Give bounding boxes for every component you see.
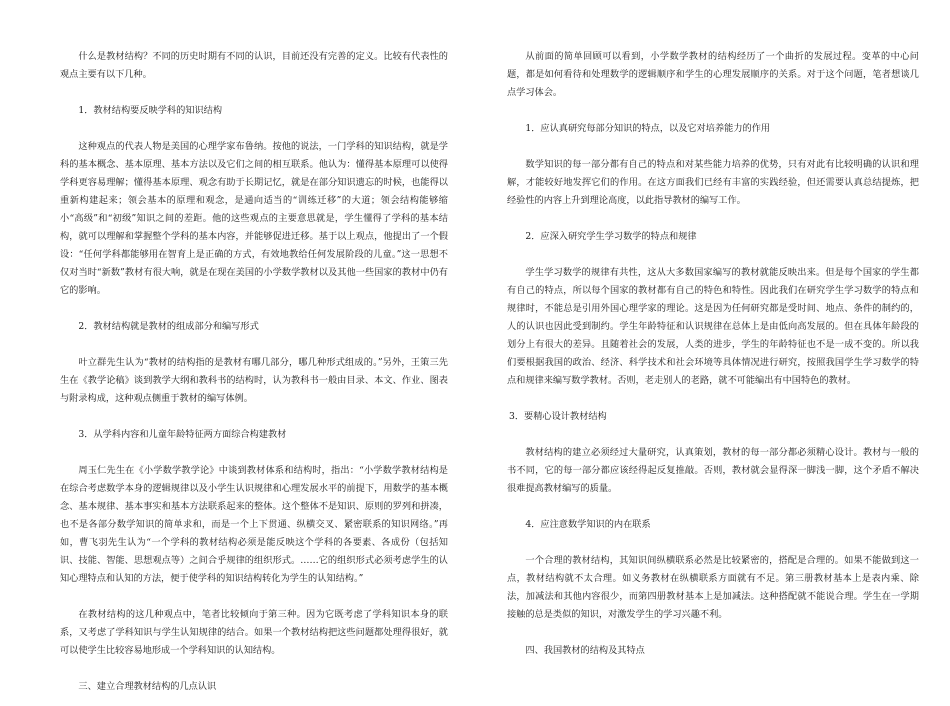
section-heading: 2．教材结构就是教材的组成部分和编写形式	[78, 321, 259, 332]
paragraph: 数学知识的每一部分都有自己的特点和对某些能力培养的优势，只有对此有比较明确的认识和理解，才能较好地发挥它们的作用。在这方面我们已经有丰富的实践经验，但还需要认真总结提炼，把经验性的内容上升到理论高度，以此指导教材的编写工作。	[507, 159, 919, 206]
section-heading: 4．应注意数学知识的内在联系	[525, 519, 651, 530]
paragraph: 学生学习数学的规律有共性，这从大多数国家编写的教材就能反映出来。但是每个国家的学生都有自己的特点，所以每个国家的教材都有自己的特色和特性。因此我们在研究学生学习数学的特点和规律时，不能总是引用外国心理学家的理论。这是因为任何研究都是受时间、地点、条件的制约的，人的认识也因此受到制约。学生年龄特征和认识规律在总体上是由低向高发展的。但在具体年龄段的划分上有很大的差异。且随着社会的发展，人类的进步，学生的年龄特征也不是一成不变的。所以我们要根据我国的政治、经济、科学技术和社会环境等具体情况进行研究，按照我国学生学习数学的特点和规律来编写数学教材。否则，老走别人的老路，就不可能编出有中国特色的教材。	[507, 267, 919, 386]
left-column	[60, 48, 448, 696]
section-heading: 3．要精心设计教材结构	[509, 411, 607, 422]
section-heading: 3．从学科内容和儿童年龄特征两方面综合构建教材	[78, 429, 287, 440]
paragraph: 叶立群先生认为“教材的结构指的是教材有哪几部分，哪几种形式组成的。”另外，王策三先生在《教学论稿》谈到教学大纲和教科书的结构时，认为教科书一般由目录、本文、作业、图表与附录构成，这种观点侧重于教材的编写体例。	[60, 357, 448, 404]
paragraph: 从前面的简单回顾可以看到，小学数学教材的结构经历了一个曲折的发展过程。变革的中心问题，都是如何看待和处理数学的逻辑顺序和学生的心理发展顺序的关系。对于这个问题，笔者想谈几点学习体会。	[507, 51, 919, 98]
chapter-heading: 四、我国教材的结构及其特点	[525, 645, 645, 656]
paragraph: 这种观点的代表人物是美国的心理学家布鲁纳。按他的说法，一门学科的知识结构，就是学科的基本概念、基本原理、基本方法以及它们之间的相互联系。他认为：懂得基本原理可以使得学科更容易理解；懂得基本原理、观念有助于长期记忆，就是在部分知识遗忘的时候，也能得以重新构建起来；领会基本的原理和观念，是通向适当的“训练迁移”的大道；领会结构能够缩小“高级”和“初级”知识之间的差距。他的这些观点的主要意思就是，学生懂得了学科的基本结构，就可以理解和掌握整个学科的基本内容，并能够促进迁移。基于以上观点，他提出了一个假设：“任何学科都能够用在智育上是正确的方式，有效地教给任何发展阶段的儿童。”这一思想不仅对当时“新数”教材有很大响，就是在现在美国的小学数学教材以及其他一些国家的教材中仍有它的影响。	[60, 141, 448, 296]
section-heading: 1．教材结构要反映学科的知识结构	[78, 105, 223, 116]
paragraph: 一个合理的教材结构，其知识间纵横联系必然是比较紧密的，搭配是合理的。如果不能做到这一点，教材结构就不太合理。如义务教材在纵横联系方面就有不足。第三册教材基本上是表内乘、除法，加减法和其他内容很少，而第四册教材基本上是加减法。这种搭配就不能说合理。学生在一学期接触的总是类似的知识，对激发学生的学习兴趣不利。	[507, 555, 919, 620]
paragraph: 在教材结构的这几种观点中，笔者比较倾向于第三种。因为它既考虑了学科知识本身的联系，又考虑了学科知识与学生认知规律的结合。如果一个教材结构把这些问题都处理得很好，就可以使学生比较容易地形成一个学科知识的认知结构。	[60, 609, 448, 656]
paragraph: 教材结构的建立必须经过大量研究，认真策划，教材的每一部分都必须精心设计。教材与一般的书不同，它的每一部分都应该经得起反复推敲。否则，教材就会显得深一脚浅一脚，这个矛盾不解决很难提高教材编写的质量。	[507, 447, 919, 494]
section-heading: 2．应深入研究学生学习数学的特点和规律	[525, 231, 697, 242]
chapter-heading: 三、建立合理教材结构的几点认识	[78, 681, 217, 692]
paragraph: 什么是教材结构？不同的历史时期有不同的认识，目前还没有完善的定义。比较有代表性的观点主要有以下几种。	[60, 51, 448, 80]
right-column	[507, 48, 919, 660]
section-heading: 1．应认真研究每部分知识的特点，以及它对培养能力的作用	[525, 123, 771, 134]
paragraph: 周玉仁先生在《小学数学教学论》中谈到教材体系和结构时，指出：“小学数学教材结构是在综合考虑数学本身的逻辑规律以及小学生认识规律和心理发展水平的前提下，用数学的基本概念、基本规律、基本事实和基本方法联系起来的整体。这个整体不是知识、原则的罗列和拼凑，也不是各部分数学知识的简单求和，而是一个上下贯通、纵横交叉、紧密联系的知识网络。”再如，曹飞羽先生认为“一个学科的教材结构必须是能反映这个学科的各要素、各成份（包括知识、技能、智能、思想观点等）之间合乎规律的组织形式。……它的组织形式必须考虑学生的认知心理特点和认知的方法，便于使学科的知识结构转化为学生的认知结构。”	[60, 465, 448, 584]
